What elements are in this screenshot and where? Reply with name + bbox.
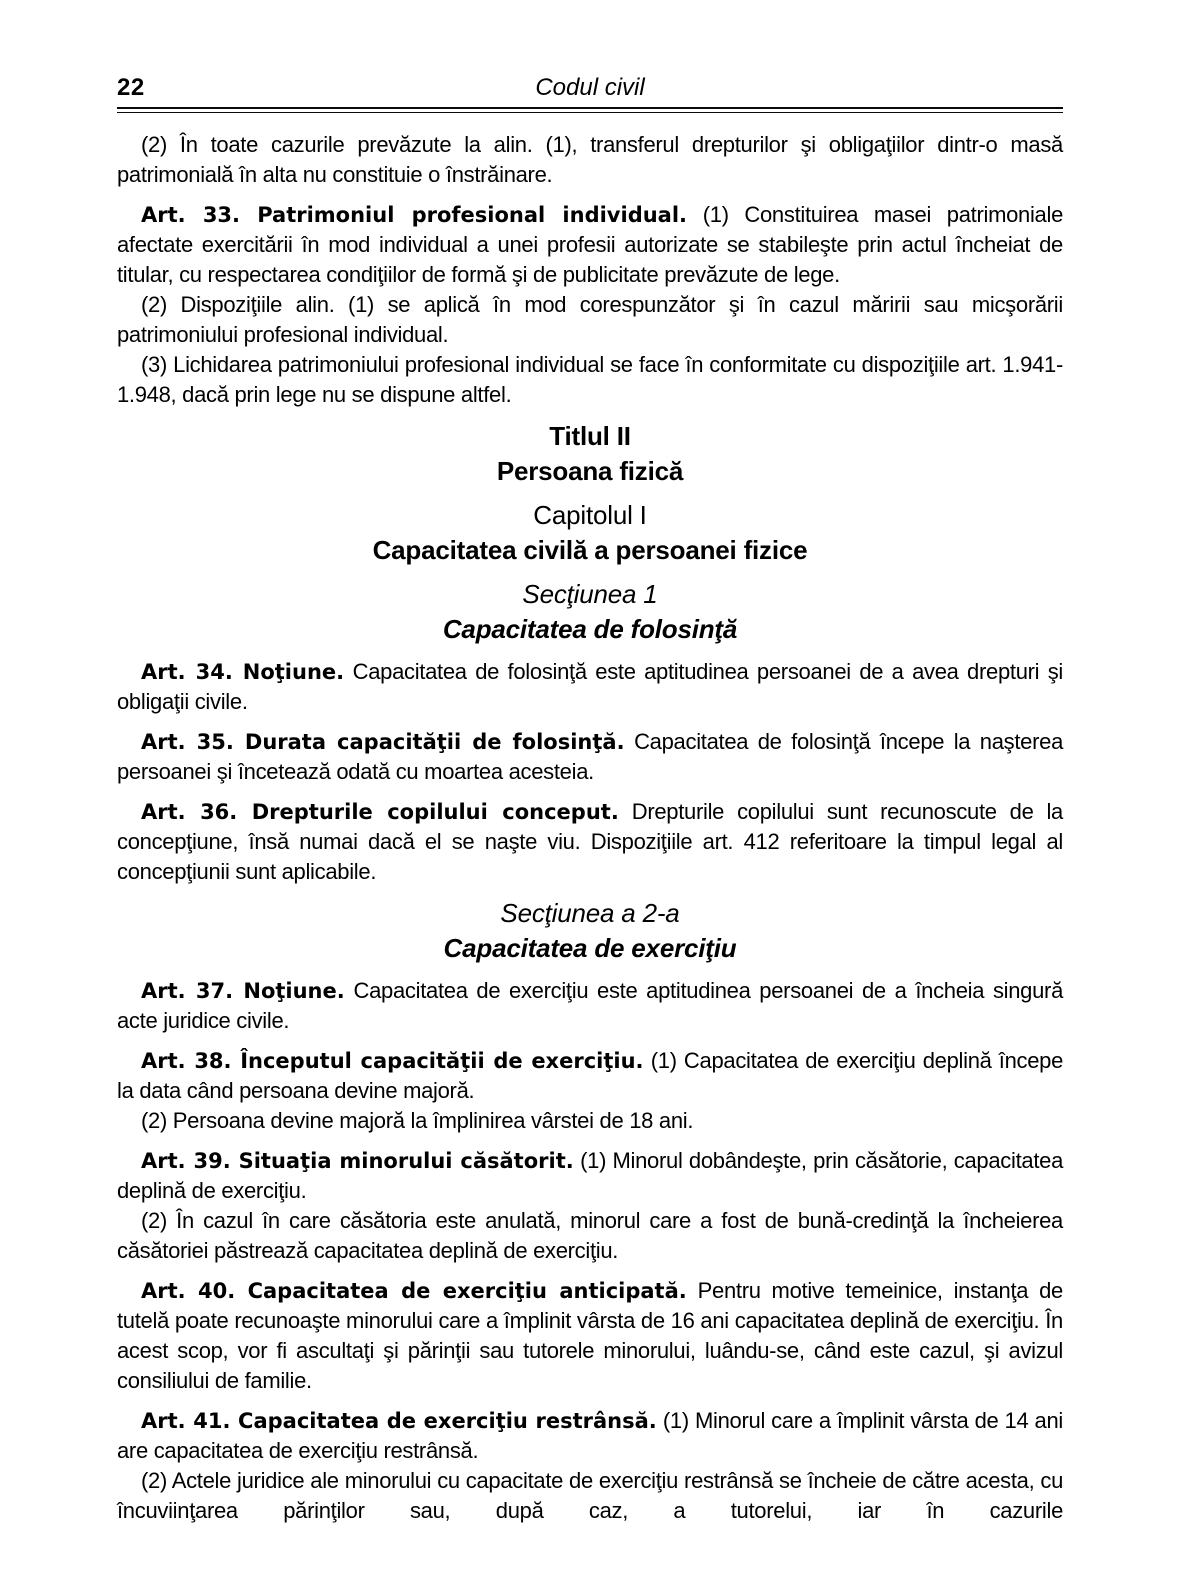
article-label: Art. 39. Situaţia minorului căsătorit.	[141, 1149, 574, 1173]
article-paragraph	[117, 657, 1063, 717]
header-rule	[117, 107, 1063, 113]
article-text: Capacitatea de folosinţă este aptitudinea persoanei de a avea drepturi şi obligaţii civile.	[117, 659, 1064, 714]
body-paragraph: (2) Dispoziţiile alin. (1) se aplică în mod corespunzător şi în cazul măririi sau micşorării patrimoniului profesional individual.	[117, 292, 1063, 347]
article-text: (1) Constituirea masei patrimoniale afectate exercitării în mod individual a unei profesii autorizate se stabileşte prin actul încheiat de titular, cu respectarea condiţiilor de formă şi de publicitate prevăzute de lege.	[117, 202, 1064, 287]
article-label: Art. 36. Drepturile copilului conceput.	[141, 800, 619, 824]
heading-group	[117, 419, 1063, 489]
article-label: Art. 37. Noţiune.	[141, 979, 345, 1003]
article-paragraph	[117, 727, 1063, 787]
body-paragraph: (2) Persoana devine majoră la împlinirea vârstei de 18 ani.	[141, 1108, 694, 1133]
article-label: Art. 40. Capacitatea de exerciţiu anticipată.	[141, 1279, 687, 1303]
article-text: (1) Minorul care a împlinit vârsta de 14 ani are capacitatea de exerciţiu restrânsă.	[117, 1408, 1064, 1463]
section-heading: Secţiunea 1	[522, 579, 658, 609]
body-paragraph: (2) Actele juridice ale minorului cu capacitate de exerciţiu restrânsă se încheie de către acesta, cu încuviinţarea părinţilor sau, după caz, a tutorelui, iar în cazurile	[117, 1468, 1063, 1523]
article-label: Art. 33. Patrimoniul profesional individual.	[141, 203, 688, 227]
article-label: Art. 35. Durata capacităţii de folosinţă.	[141, 730, 625, 754]
article-text: (1) Capacitatea de exerciţiu deplină începe la data când persoana devine majoră.	[117, 1048, 1064, 1103]
section-heading: Capacitatea civilă a persoanei fizice	[372, 535, 808, 565]
article-text: Pentru motive temeinice, instanţa de tutelă poate recunoaşte minorului care a împlinit vârsta de 16 ani capacitatea deplină de exerciţiu. În acest scop, vor fi ascultaţi şi părinţii sau tutorele minorului, luându-se, când este cazul, şi avizul consiliului de familie.	[117, 1278, 1063, 1393]
section-heading: Capacitatea de exerciţiu	[443, 933, 737, 963]
article-paragraph	[117, 1406, 1063, 1466]
section-heading: Secţiunea a 2-a	[500, 898, 680, 928]
document-body	[117, 130, 1063, 1526]
body-paragraph: (2) În toate cazurile prevăzute la alin. (1), transferul drepturilor şi obligaţiilor dintr-o masă patrimonială în alta nu constituie o înstrăinare.	[117, 132, 1063, 187]
article-paragraph	[117, 1046, 1063, 1106]
heading-group	[117, 498, 1063, 568]
section-heading: Capacitatea de folosinţă	[442, 614, 738, 644]
page-header	[117, 76, 1063, 102]
article-paragraph	[117, 797, 1063, 887]
section-heading: Titlul II	[549, 421, 631, 451]
article-text: Capacitatea de exerciţiu este aptitudinea persoanei de a încheia singură acte juridice civile.	[117, 978, 1064, 1033]
section-heading: Persoana fizică	[496, 456, 684, 486]
article-text: (1) Minorul dobândeşte, prin căsătorie, capacitatea deplină de exerciţiu.	[117, 1148, 1064, 1203]
body-paragraph: (2) În cazul în care căsătoria este anulată, minorul care a fost de bună-credinţă la încheierea căsătoriei păstrează capacitatea deplină de exerciţiu.	[117, 1208, 1063, 1263]
article-label: Art. 34. Noţiune.	[141, 660, 345, 684]
heading-group	[117, 896, 1063, 966]
section-heading: Capitolul I	[533, 500, 647, 530]
running-title: Codul civil	[535, 74, 645, 101]
heading-group	[117, 577, 1063, 647]
body-paragraph: (3) Lichidarea patrimoniului profesional individual se face în conformitate cu dispoziţiile art. 1.941-1.948, dacă prin lege nu se dispune altfel.	[117, 352, 1063, 407]
article-text: Drepturile copilului sunt recunoscute de la concepţiune, însă numai dacă el se naşte viu. Dispoziţiile art. 412 referitoare la timpul legal al concepţiunii sunt aplicabile.	[117, 799, 1063, 884]
article-label: Art. 38. Începutul capacităţii de exerciţiu.	[141, 1049, 644, 1073]
article-paragraph	[117, 200, 1063, 290]
article-text: Capacitatea de folosinţă începe la naşterea persoanei şi încetează odată cu moartea acesteia.	[117, 729, 1064, 784]
article-label: Art. 41. Capacitatea de exerciţiu restrânsă.	[141, 1409, 657, 1433]
article-paragraph	[117, 1276, 1063, 1396]
article-paragraph	[117, 1146, 1063, 1206]
page-number: 22	[117, 74, 145, 101]
article-paragraph	[117, 976, 1063, 1036]
